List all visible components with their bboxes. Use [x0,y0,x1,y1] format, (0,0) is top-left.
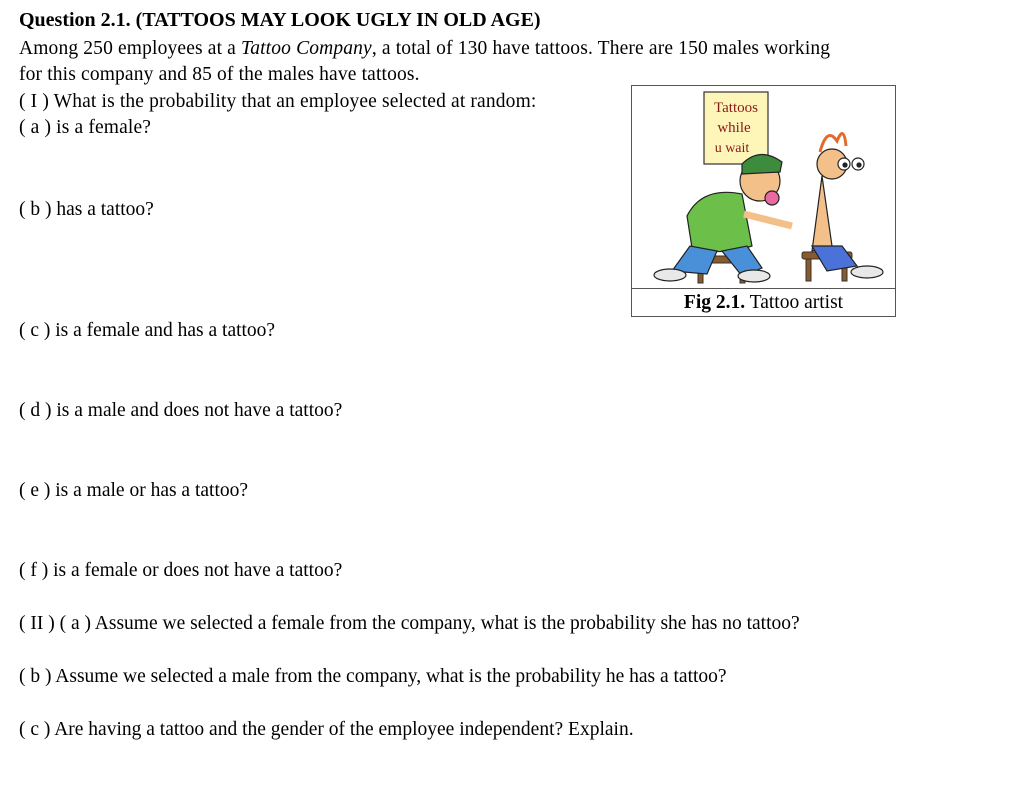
intro-line-2: for this company and 85 of the males have tattoos. [19,64,420,85]
part1-item-b: ( b ) has a tattoo? [19,199,154,220]
tattoo-artist-figure [631,85,896,317]
part1-item-f: ( f ) is a female or does not have a tattoo? [19,560,343,581]
intro-line-1 [19,39,830,59]
part1-heading: ( I ) What is the probability that an employee selected at random: [19,91,537,112]
part2-item-a: ( II ) ( a ) Assume we selected a female from the company, what is the probability she has no tattoo? [19,613,800,634]
company-name: Tattoo Company [241,38,372,59]
part1-item-c: ( c ) is a female and has a tattoo? [19,320,276,341]
part1-item-e: ( e ) is a male or has a tattoo? [19,480,249,501]
tattoo-sign [704,92,768,164]
part1-item-a: ( a ) is a female? [19,117,152,138]
sign-line-3: u wait [714,141,750,156]
part1-item-d: ( d ) is a male and does not have a tattoo? [19,400,343,421]
sign-line-2: while [717,120,751,136]
sign-line-1: Tattoos [714,100,758,116]
customer [812,134,883,278]
figure-caption [632,288,895,316]
caption-label: Fig 2.1. [683,292,746,313]
tattoo-artist-illustration [632,86,895,288]
question-title: Question 2.1. (TATTOOS MAY LOOK UGLY IN OLD AGE) [19,9,541,31]
part2-item-c: ( c ) Are having a tattoo and the gender of the employee independent? Explain. [19,719,634,740]
intro-text: Among 250 employees at a [19,38,241,59]
caption-text: Tattoo artist [745,292,844,313]
intro-text: , a total of 130 have tattoos. There are 150 males working [371,38,831,59]
part2-item-b: ( b ) Assume we selected a male from the company, what is the probability he has a tattoo? [19,666,727,687]
